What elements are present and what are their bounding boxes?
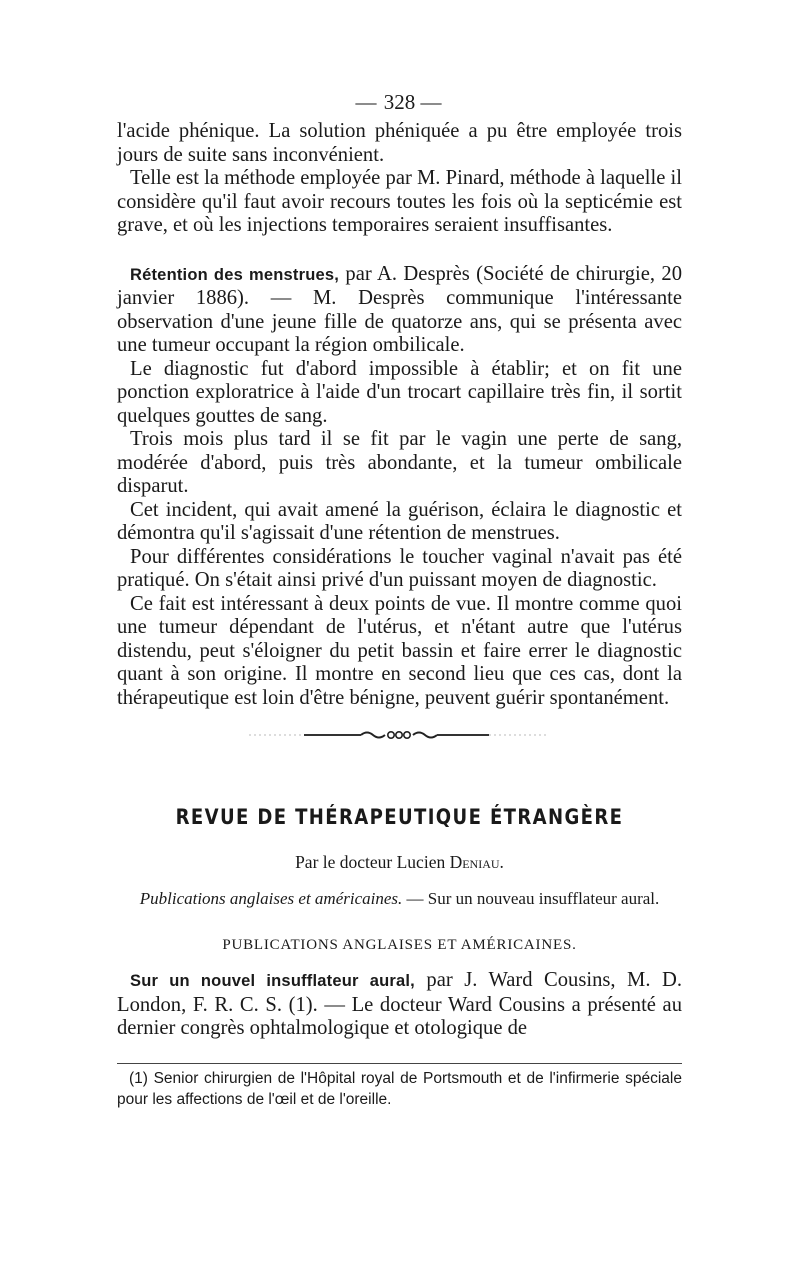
- final-heading: Sur un nouvel insufflateur aural,: [130, 972, 415, 990]
- section-title: REVUE DE THÉRAPEUTIQUE ÉTRANGÈRE: [175, 805, 624, 829]
- publications-summary-text: — Sur un nouveau insufflateur aural.: [402, 889, 660, 908]
- page-number: [117, 88, 682, 120]
- article-lead-text: par A. Desprès (Société de chirurgie, 20 janvier 1886). — M. Desprès communique l'intéressante observation d'une jeune fille de quatorze ans, qui se présenta avec une tumeur occupant la région ombilicale.: [117, 262, 682, 356]
- book-page: [117, 88, 682, 1110]
- subsection-heading: PUBLICATIONS ANGLAISES ET AMÉRICAINES.: [222, 937, 577, 953]
- article-paragraph-3: Trois mois plus tard il se fit par le vagin une perte de sang, modérée d'abord, puis très abondante, et la tumeur ombilicale disparut.: [117, 428, 682, 497]
- page-number-dash-left: —: [355, 90, 379, 114]
- section-divider: [117, 716, 682, 756]
- article-paragraph-5: Pour différentes considérations le toucher vaginal n'avait pas été pratiqué. On s'était ainsi privé d'un puissant moyen de diagnostic.: [117, 545, 682, 591]
- article-paragraph-6: Ce fait est intéressant à deux points de vue. Il montre comme quoi une tumeur dépendant de l'utérus, et n'étant autre que l'utérus distendu, peut s'éloigner du petit bassin et faire errer le diagnostic quant à son origine. Il montre en second lieu que ces cas, dont la thérapeutique est loin d'être bénigne, peuvent guérir spontanément.: [117, 592, 682, 709]
- footnote-rule: [117, 1063, 682, 1064]
- publications-summary: [117, 888, 682, 909]
- continuation-paragraph-1: l'acide phénique. La solution phéniquée a pu être employée trois jours de suite sans inconvénient.: [117, 120, 682, 166]
- final-text: par J. Ward Cousins, M. D. London, F. R. C. S. (1). — Le docteur Ward Cousins a présenté au dernier congrès ophtalmologique et otologique de: [117, 969, 682, 1039]
- publications-summary-title: Publications anglaises et américaines.: [139, 889, 403, 908]
- ornament-divider-icon: [249, 728, 549, 742]
- page-number-value: 328: [383, 90, 416, 114]
- byline-prefix: Par le docteur Lucien: [295, 852, 450, 872]
- page-number-dash-right: —: [420, 90, 444, 114]
- article-paragraph-2: Le diagnostic fut d'abord impossible à établir; et on fit une ponction exploratrice à l'aide d'un trocart capillaire très fin, il sortit quelques gouttes de sang.: [117, 357, 682, 427]
- article-heading: Rétention des menstrues,: [130, 265, 340, 284]
- article-paragraph-4: Cet incident, qui avait amené la guérison, éclaira le diagnostic et démontra qu'il s'agissait d'une rétention de menstrues.: [117, 498, 682, 544]
- final-paragraph: [117, 969, 682, 1041]
- footnote: (1) Senior chirurgien de l'Hôpital royal de Portsmouth et de l'infirmerie spéciale pour les affections de l'œil et de l'oreille.: [117, 1069, 682, 1108]
- spacer: [117, 238, 682, 263]
- byline-author: Deniau.: [449, 852, 504, 872]
- byline: [117, 850, 682, 874]
- continuation-paragraph-2: Telle est la méthode employée par M. Pinard, méthode à laquelle il considère qu'il faut avoir recours toutes les fois où la septicémie est grave, et où les injections temporaires seraient insuffisantes.: [117, 167, 682, 236]
- article-lead-paragraph: [117, 263, 682, 358]
- spacer: [117, 756, 682, 802]
